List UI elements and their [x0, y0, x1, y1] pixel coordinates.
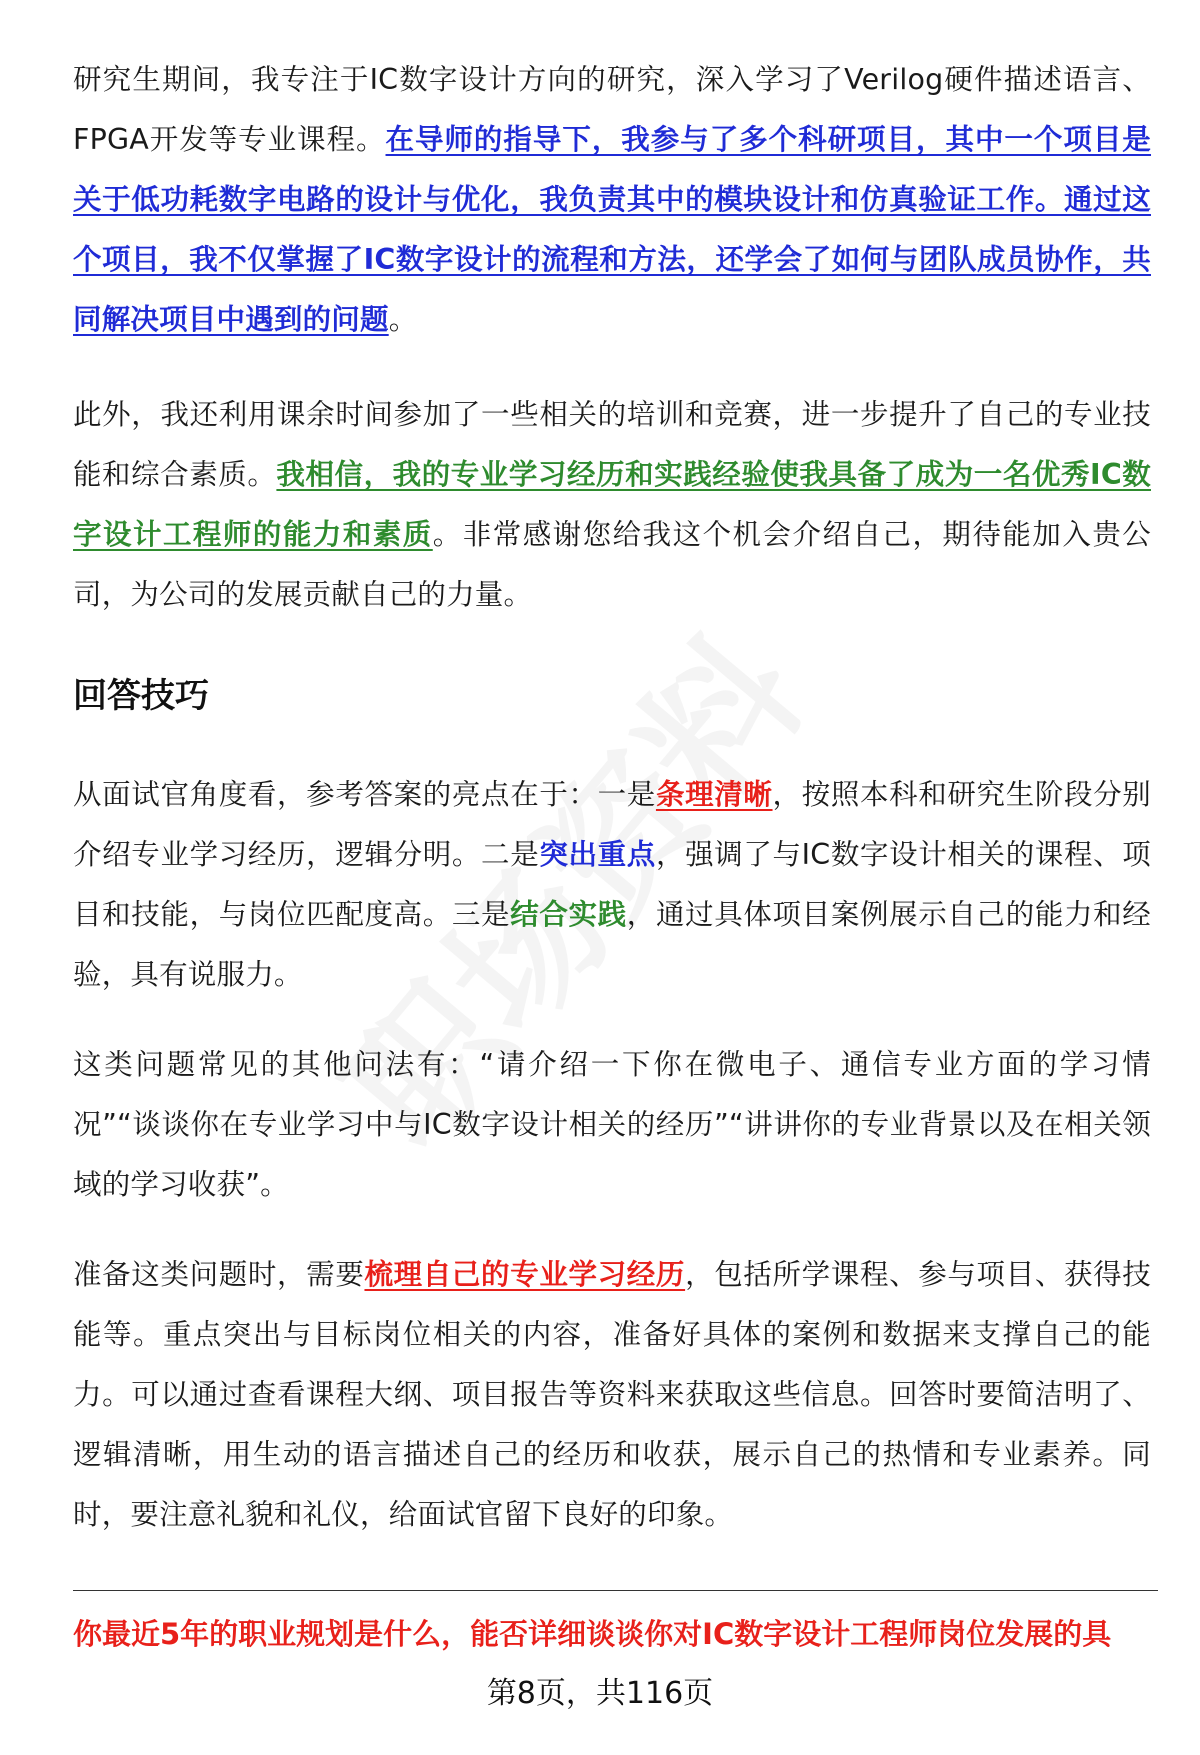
paragraph-graduate-study	[73, 50, 1151, 350]
highlight-project-experience: 在导师的指导下，我参与了多个科研项目，其中一个项目是关于低功耗数字电路的设计与优化，我负责其中的模块设计和仿真验证工作。通过这个项目，我不仅掌握了IC数字设计的流程和方法，还学会了如何与团队成员协作，共同解决项目中遇到的问题	[73, 123, 1152, 336]
paragraph-text: 从面试官角度看，参考答案的亮点在于：一是	[73, 778, 656, 811]
keyword-clear-structure: 条理清晰	[655, 778, 773, 811]
section-divider	[73, 1590, 1158, 1591]
paragraph-text: ，包括所学课程、参与项目、获得技能等。重点突出与目标岗位相关的内容，准备好具体的案例和数据来支撑自己的能力。可以通过查看课程大纲、项目报告等资料来获取这些信息。回答时要简洁明了、逻辑清晰，用生动的语言描述自己的经历和收获，展示自己的热情和专业素养。同时，要注意礼貌和礼仪，给面试官留下良好的印象。	[73, 1258, 1151, 1531]
paragraph-text: ，按照本科和研究生阶段分别介绍专业学习经历，逻辑分明。二是	[73, 778, 1151, 871]
paragraph-text: 研究生期间，我专注于IC数字设计方向的研究，深入学习了Verilog硬件描述语言、FPGA开发等专业课程。	[73, 63, 1151, 156]
paragraph-extra-activities	[73, 385, 1151, 625]
page-number: 第8页，共116页	[486, 1676, 714, 1711]
highlight-sort-experience: 梳理自己的专业学习经历	[364, 1258, 686, 1291]
highlight-belief-statement: 我相信，我的专业学习经历和实践经验使我具备了成为一名优秀IC数字设计工程师的能力和素质	[73, 458, 1151, 551]
paragraph-answer-highlights	[73, 765, 1151, 1005]
paragraph-text: ，通过具体项目案例展示自己的能力和经验，具有说服力。	[73, 898, 1151, 991]
paragraph-alternative-questions: 这类问题常见的其他问法有：“请介绍一下你在微电子、通信专业方面的学习情况”“谈谈你在专业学习中与IC数字设计相关的经历”“讲讲你的专业背景以及在相关领域的学习收获”。	[73, 1048, 1151, 1201]
paragraph-text: 准备这类问题时，需要	[73, 1258, 365, 1291]
paragraph-text: 。非常感谢您给我这个机会介绍自己，期待能加入贵公司，为公司的发展贡献自己的力量。	[73, 518, 1151, 611]
section-heading: 回答技巧	[73, 676, 209, 716]
paragraph-text: 此外，我还利用课余时间参加了一些相关的培训和竞赛，进一步提升了自己的专业技能和综合素质。	[73, 398, 1151, 491]
paragraph-text: ，强调了与IC数字设计相关的课程、项目和技能，与岗位匹配度高。三是	[73, 838, 1151, 931]
next-question-title: 你最近5年的职业规划是什么，能否详细谈谈你对IC数字设计工程师岗位发展的具	[73, 1617, 1112, 1651]
keyword-highlight-focus: 突出重点	[539, 838, 656, 871]
keyword-combine-practice: 结合实践	[510, 898, 627, 931]
paragraph-preparation-advice	[73, 1245, 1151, 1545]
paragraph-text: 。	[388, 303, 418, 336]
